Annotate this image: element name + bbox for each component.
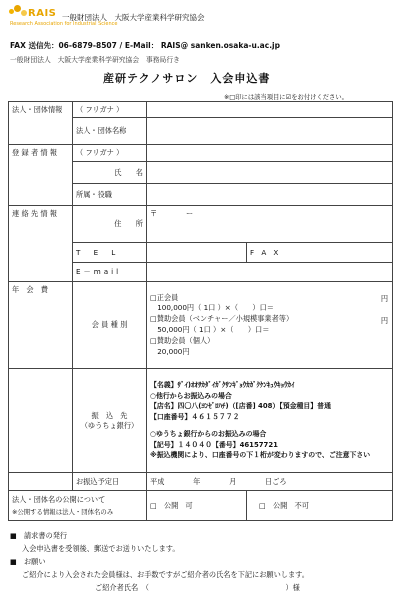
email-label: E－mail <box>73 263 147 282</box>
other-bank-heading: ○他行からお振込みの場合 <box>150 391 232 400</box>
disclosure-yes-checkbox[interactable]: □ 公開 可 <box>147 491 247 521</box>
yen-unit: 円 <box>380 316 389 325</box>
transfer-date-field[interactable]: 平成 年 月 日ごろ <box>147 473 393 491</box>
branch-info: 【店名】四〇八(ﾖﾝｾﾞﾛﾊﾁ)（[店番] 408）【預金種目】普通 <box>150 402 331 411</box>
member-type-options[interactable] <box>147 282 393 369</box>
application-form <box>8 101 393 521</box>
registrant-info-label: 登 録 者 情 報 <box>9 145 73 206</box>
yen-unit: 円 <box>380 294 389 303</box>
transfer-info <box>147 369 393 473</box>
tel-field[interactable] <box>147 243 247 263</box>
invoice-heading: ■ 請求書の発行 <box>10 531 68 540</box>
disclosure-label: 法人・団体名の公開について <box>12 495 106 504</box>
disclosure-no-checkbox[interactable]: □ 公開 不可 <box>247 491 393 521</box>
transfer-label: 振 込 先 <box>91 410 128 420</box>
yucho-account: 【記号】１４０４０【番号】46157721 <box>150 440 278 449</box>
account-number: 【口座番号】４６１５７７２ <box>150 413 240 422</box>
fee-individual-checkbox[interactable]: □賛助会員（個人） <box>150 335 215 345</box>
fee-support-checkbox[interactable]: □賛助会員（ベンチャー／小規模事業者等） <box>150 314 294 324</box>
reg-furigana-label: （ フリガナ ） <box>73 145 147 162</box>
transfer-date-label: お振込予定日 <box>73 473 147 491</box>
transfer-bank-label: （ゆうちょ銀行） <box>80 420 139 430</box>
fee-blank-cell <box>9 473 73 491</box>
contact-info-label: 連 絡 先 情 報 <box>9 206 73 282</box>
organization-name: 一般財団法人 大阪大学産業科学研究協会 <box>62 13 205 22</box>
email-field[interactable] <box>147 263 393 282</box>
disclosure-label-cell <box>9 491 147 521</box>
tel-label: T E L <box>73 243 147 263</box>
office-address-line: 一般財団法人 大阪大学産業科学研究協会 事務局行き <box>10 56 180 64</box>
fee-regular-amount: 100,000円（ 1口 ）×（ ）口＝ <box>150 303 274 313</box>
corp-name-field[interactable] <box>147 118 393 145</box>
fee-blank-cell <box>9 369 73 473</box>
address-label: 住 所 <box>73 206 147 243</box>
reg-title-field[interactable] <box>147 184 393 206</box>
reg-name-label: 氏 名 <box>73 162 147 184</box>
checkbox-note: ※□印には該当項目に☑をお付けください。 <box>224 94 348 101</box>
transfer-caution: ※振込機関により、口座番号の下１桁が変わりますので、ご注意下さい <box>150 451 371 460</box>
request-heading: ■ お願い <box>10 557 46 566</box>
yucho-heading: ○ゆうちょ銀行からのお振込みの場合 <box>150 429 267 438</box>
member-type-label: 会 員 種 別 <box>73 282 147 369</box>
page-title: 産研テクノサロン 入会申込書 <box>103 72 271 85</box>
logo-subtitle: Research Association for Industrial Science <box>10 21 118 27</box>
account-holder: 【名義】ｻﾞｲ)ｵｵｻｶﾀﾞｲｶﾞｸｻﾝｷﾞｮｳｶｶﾞｸｹﾝｷｭｳｷｮｳｶｲ <box>150 380 295 389</box>
corp-furigana-label: （ フリガナ ） <box>73 102 147 118</box>
introducer-name-field[interactable]: ご紹介者氏名 （ ）様 <box>95 583 300 592</box>
fee-regular-checkbox[interactable]: □正会員 <box>150 292 179 302</box>
fax-email-line: FAX 送信先：06-6879-8507 / E-Mail： RAIS@ sanken.osaka-u.ac.jp <box>10 41 280 50</box>
corp-info-label: 法人・団体情報 <box>9 102 73 145</box>
reg-title-label: 所属・役職 <box>73 184 147 206</box>
request-body: ご紹介により入会された会員様は、お手数ですがご紹介者の氏名を下記にお願いします。 <box>22 570 309 579</box>
address-field[interactable]: 〒 ー <box>147 206 393 243</box>
invoice-body: 入会申込書を受領後、郵送でお送りいたします。 <box>22 544 180 553</box>
reg-name-field[interactable] <box>147 162 393 184</box>
fee-individual-amount: 20,000円 <box>150 346 190 356</box>
annual-fee-label: 年 会 費 <box>9 282 73 369</box>
transfer-label-cell <box>73 369 147 473</box>
disclosure-note: ※公開する情報は法人・団体名のみ <box>12 508 114 516</box>
reg-furigana-field[interactable] <box>147 145 393 162</box>
corp-name-label: 法人・団体名称 <box>73 118 147 145</box>
corp-furigana-field[interactable] <box>147 102 393 118</box>
fee-support-amount: 50,000円（ 1口 ）×（ ）口＝ <box>150 325 270 334</box>
fax-label: F A X <box>247 243 393 263</box>
logo: RAIS <box>28 8 57 19</box>
